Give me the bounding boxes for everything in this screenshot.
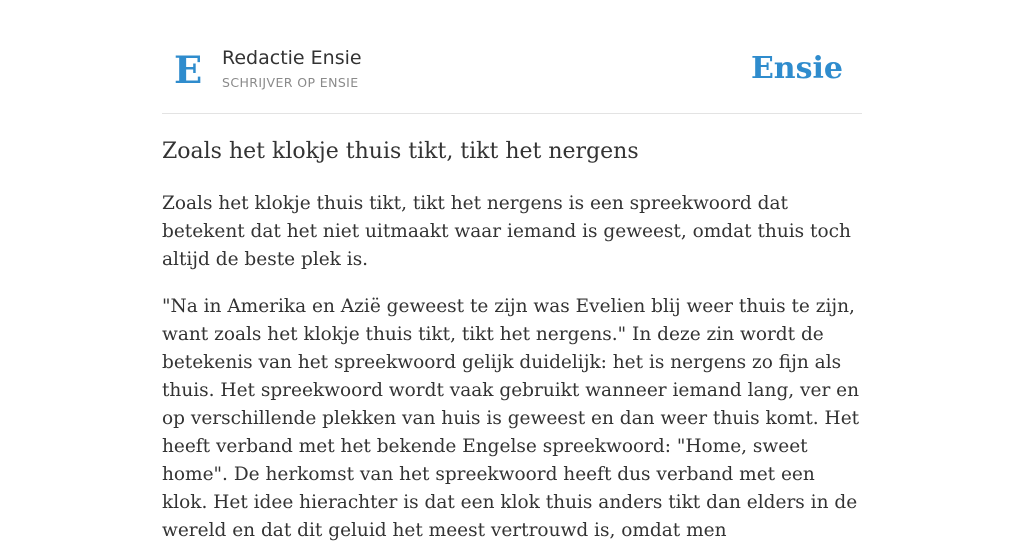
article-paragraph: Zoals het klokje thuis tikt, tikt het nergens is een spreekwoord dat betekent dat het niet uitmaakt waar iemand is geweest, omdat thuis toch altijd de beste plek is. <box>162 193 851 270</box>
article-card <box>162 0 862 541</box>
author-header <box>162 0 862 114</box>
author-avatar: E <box>174 48 203 92</box>
article-paragraph: "Na in Amerika en Azië geweest te zijn was Evelien blij weer thuis te zijn, want zoals het klokje thuis tikt, tikt het nergens." In deze zin wordt de betekenis van het spreekwoord gelijk duidelijk: het is nergens zo fijn als thuis. Het spreekwoord wordt vaak gebruikt wanneer iemand lang, ver en op verschillende plekken van huis is geweest en dan weer thuis komt. Het heeft verband met het bekende Engelse spreekwoord: "Home, sweet home". De herkomst van het spreekwoord heeft dus verband met een klok. Het idee hierachter is dat een klok thuis anders tikt dan elders in de wereld en dat dit geluid het meest vertrouwd is, omdat men <box>162 296 860 541</box>
author-name[interactable]: Redactie Ensie <box>222 47 362 69</box>
brand-logo[interactable]: Ensie <box>750 51 843 86</box>
author-role: SCHRIJVER OP ENSIE <box>222 75 359 90</box>
article-title: Zoals het klokje thuis tikt, tikt het nergens <box>162 139 639 164</box>
